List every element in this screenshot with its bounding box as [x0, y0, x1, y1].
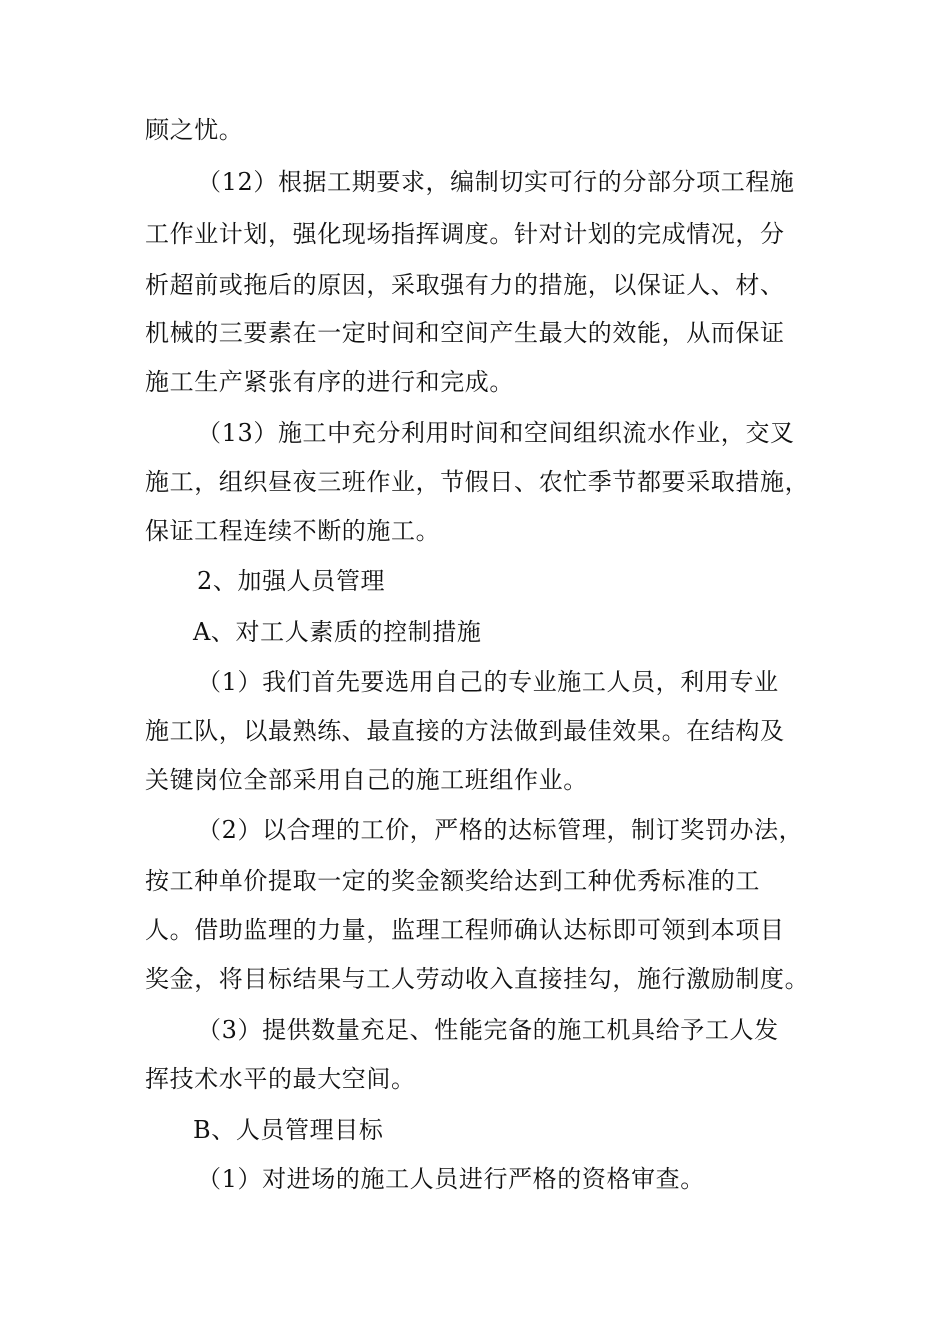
- paragraph-line: 施工生产紧张有序的进行和完成。: [145, 368, 514, 396]
- paragraph-line: 挥技术水平的最大空间。: [145, 1065, 416, 1093]
- section-heading: 2、加强人员管理: [197, 567, 386, 595]
- paragraph-line: 机械的三要素在一定时间和空间产生最大的效能，从而保证: [145, 319, 785, 347]
- paragraph-line: 保证工程连续不断的施工。: [145, 517, 441, 545]
- paragraph-line: 工作业计划，强化现场指挥调度。针对计划的完成情况，分: [145, 220, 785, 248]
- subsection-heading: B、人员管理目标: [193, 1116, 384, 1144]
- subsection-heading: A、对工人素质的控制措施: [193, 618, 482, 646]
- paragraph-line: （3）提供数量充足、性能完备的施工机具给予工人发: [197, 1016, 779, 1044]
- paragraph-line: （13）施工中充分利用时间和空间组织流水作业，交叉: [197, 419, 795, 447]
- paragraph-line: 析超前或拖后的原因，采取强有力的措施，以保证人、材、: [145, 271, 785, 299]
- paragraph-line: （12）根据工期要求，编制切实可行的分部分项工程施: [197, 168, 795, 196]
- paragraph-line: 施工队，以最熟练、最直接的方法做到最佳效果。在结构及: [145, 717, 785, 745]
- paragraph-line: （2）以合理的工价，严格的达标管理，制订奖罚办法，: [197, 816, 804, 844]
- paragraph-line: 施工，组织昼夜三班作业，节假日、农忙季节都要采取措施，: [145, 468, 810, 496]
- paragraph-line: 按工种单价提取一定的奖金额奖给达到工种优秀标准的工: [145, 867, 760, 895]
- paragraph-line: （1）对进场的施工人员进行严格的资格审查。: [197, 1165, 705, 1193]
- paragraph-line: 奖金，将目标结果与工人劳动收入直接挂勾，施行激励制度。: [145, 965, 810, 993]
- paragraph-line: （1）我们首先要选用自己的专业施工人员，利用专业: [197, 668, 779, 696]
- paragraph-line: 顾之忧。: [145, 116, 244, 144]
- paragraph-line: 关键岗位全部采用自己的施工班组作业。: [145, 766, 588, 794]
- paragraph-line: 人。借助监理的力量，监理工程师确认达标即可领到本项目: [145, 916, 785, 944]
